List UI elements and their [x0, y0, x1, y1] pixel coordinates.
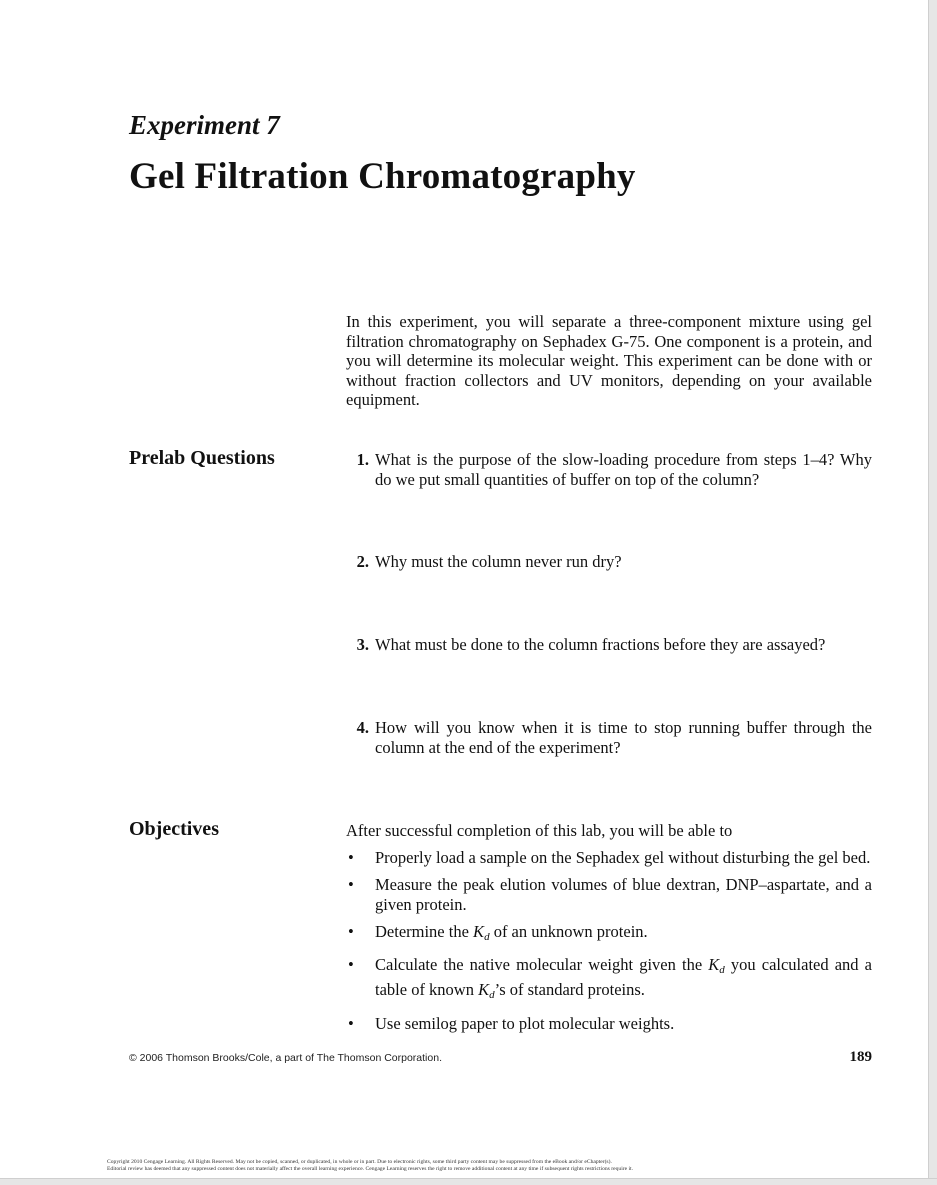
page-number: 189 [849, 1049, 872, 1065]
prelab-question-2 [346, 552, 872, 572]
list-item [346, 922, 872, 948]
legal-line: Copyright 2010 Cengage Learning. All Rights Reserved. May not be copied, scanned, or duplicated, in whole or in part. Due to electronic rights, some third party content may be suppressed from the eBook and/or eChapter(s). [107, 1159, 612, 1165]
objective-text: Use semilog paper to plot molecular weights. [375, 1013, 675, 1033]
page-edge [928, 0, 937, 1185]
page-title: Gel Filtration Chromatography [129, 156, 636, 197]
copyright-notice: © 2006 Thomson Brooks/Cole, a part of The Thomson Corporation. [129, 1052, 442, 1064]
list-item [346, 848, 872, 868]
question-number: 1. [356, 450, 369, 469]
legal-line: Editorial review has deemed that any suppressed content does not materially affect the overall learning experience. Cengage Learning reserves the right to remove additional content at any time if subsequent rights restrictions require it. [107, 1166, 633, 1172]
bullet-icon: • [348, 875, 354, 895]
list-item [346, 1014, 872, 1034]
bullet-icon: • [348, 1013, 354, 1033]
objective-text: Determine the $K_d$ of an unknown protein. [375, 921, 648, 943]
question-text: Why must the column never run dry? [375, 552, 622, 571]
objectives-list [346, 848, 872, 1041]
intro-paragraph: In this experiment, you will separate a three-component mixture using gel filtration chromatography on Sephadex G-75. One component is a protein, and you will determine its molecular weight. This experiment can be done with or without fraction collectors and UV monitors, depending on your available equipment. [346, 312, 872, 410]
objective-text: Measure the peak elution volumes of blue dextran, DNP–aspartate, and a given protein. [375, 875, 872, 914]
question-number: 3. [356, 635, 369, 654]
bullet-icon: • [348, 848, 354, 867]
prelab-heading: Prelab Questions [129, 447, 275, 469]
bullet-icon: • [348, 921, 354, 941]
question-text: What is the purpose of the slow-loading procedure from steps 1–4? Why do we put small quantities of buffer on top of the column? [375, 450, 872, 489]
list-item [346, 955, 872, 1006]
legal-notice [107, 1159, 827, 1173]
objective-text: Properly load a sample on the Sephadex gel without disturbing the gel bed. [375, 848, 871, 867]
page-bottom-edge [0, 1178, 937, 1185]
objective-text: Calculate the native molecular weight given the $K_d$ you calculated and a table of known $K_d’s$ of standard proteins. [375, 954, 872, 1002]
question-number: 2. [356, 552, 369, 571]
question-text: How will you know when it is time to stop running buffer through the column at the end of the experiment? [375, 718, 872, 757]
question-text: What must be done to the column fractions before they are assayed? [375, 635, 826, 654]
prelab-question-3 [346, 635, 872, 655]
prelab-question-4 [346, 718, 872, 757]
question-number: 4. [356, 718, 369, 737]
objectives-intro: After successful completion of this lab, you will be able to [346, 821, 733, 840]
list-item [346, 875, 872, 914]
experiment-label: Experiment 7 [129, 110, 280, 140]
bullet-icon: • [348, 954, 354, 974]
prelab-question-1 [346, 450, 872, 489]
objectives-heading: Objectives [129, 818, 219, 840]
